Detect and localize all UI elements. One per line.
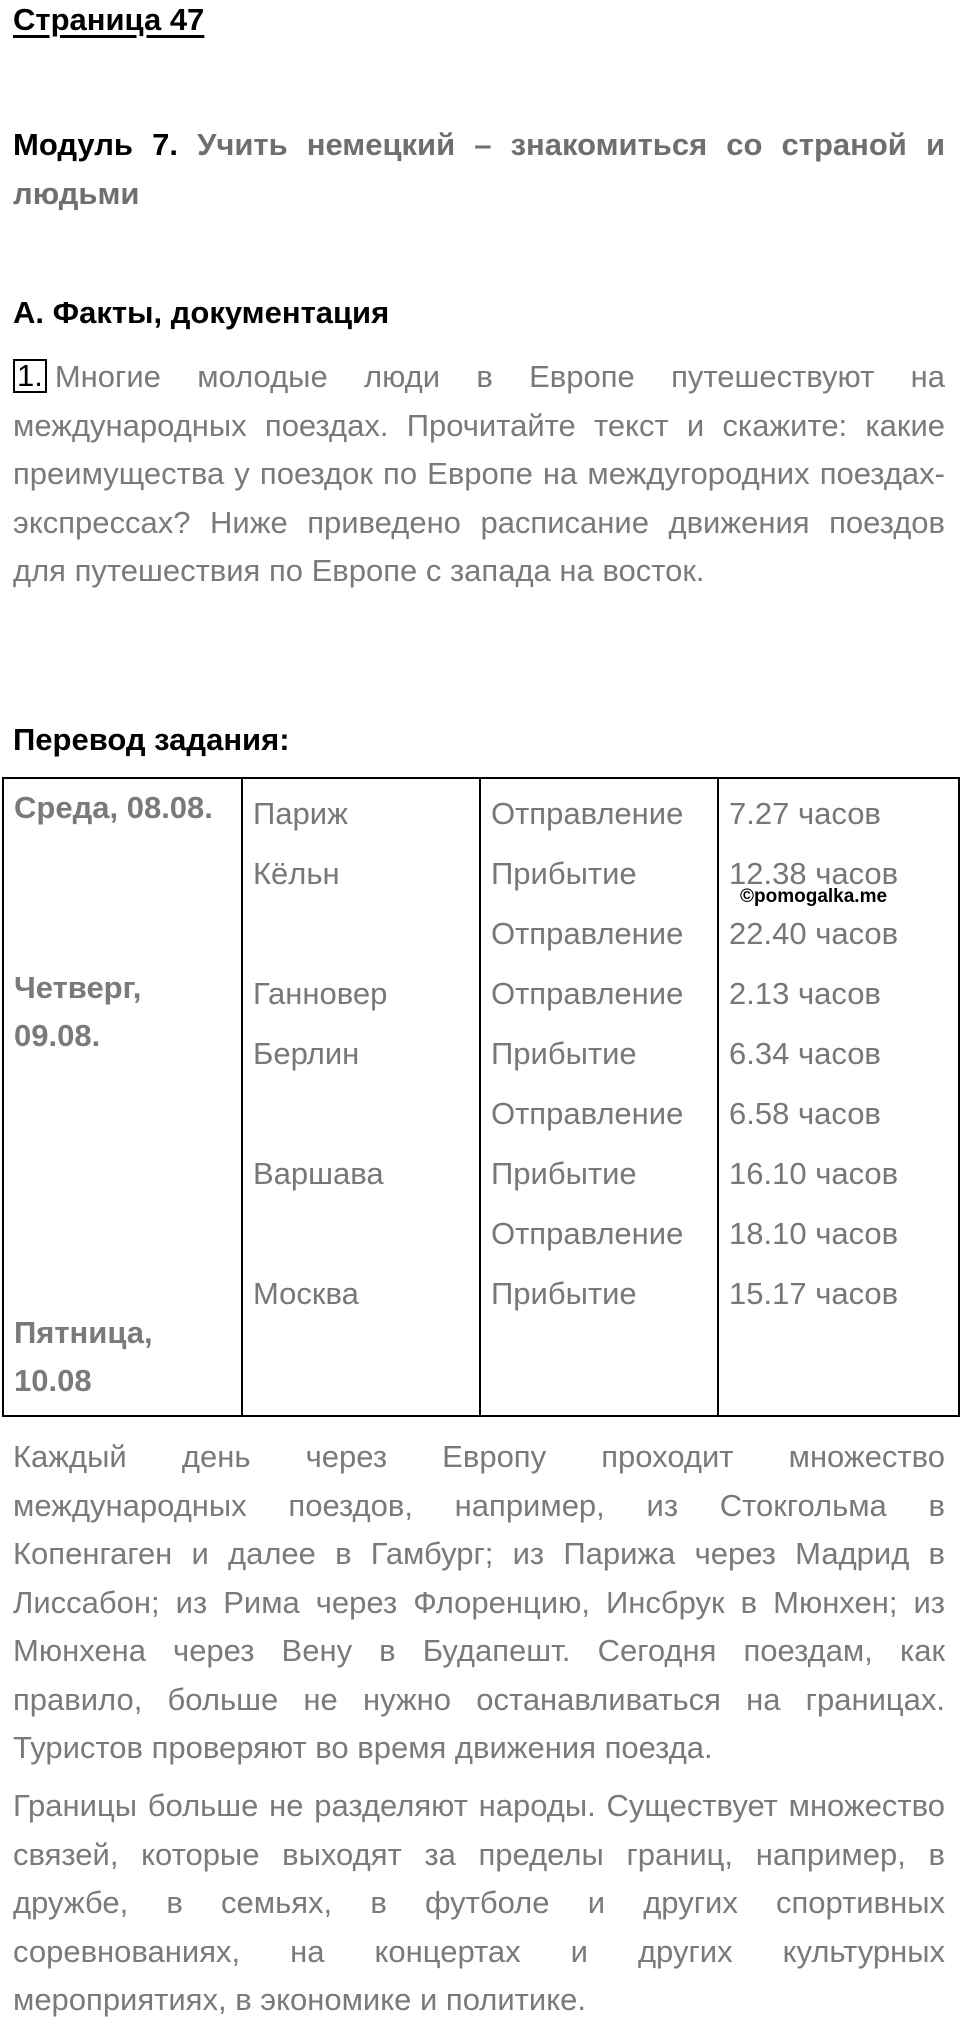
task-text xyxy=(13,353,945,596)
event-cell: Прибытие xyxy=(491,856,637,891)
event-cell: Отправление xyxy=(491,1216,684,1251)
time-cell: 22.40 часов xyxy=(729,916,899,951)
time-cell: 15.17 часов xyxy=(729,1276,899,1311)
event-cell: Отправление xyxy=(491,916,684,951)
translation-heading: Перевод задания: xyxy=(13,722,290,757)
section-heading: А. Факты, документация xyxy=(13,295,390,330)
watermark: ©pomogalka.me xyxy=(740,886,888,907)
city-cell: Варшава xyxy=(253,1156,384,1191)
page-title: Страница 47 xyxy=(13,2,205,37)
city-cell xyxy=(253,1084,479,1144)
times-column xyxy=(718,778,959,1416)
body-paragraph: Границы больше не разделяют народы. Существует множество связей, которые выходят за пределы границ, например, в дружбе, в семьях, в футболе и других спортивных соревнованиях, на концертах и других культурных мероприятиях, в экономике и политике. xyxy=(13,1788,945,2017)
city-cell: Берлин xyxy=(253,1036,360,1071)
module-title: Учить немецкий – знакомиться со страной и людьми xyxy=(13,127,945,211)
event-cell: Отправление xyxy=(491,796,684,831)
day-wednesday: Среда, 08.08. xyxy=(14,790,213,825)
time-cell: 16.10 часов xyxy=(729,1156,899,1191)
days-column xyxy=(3,778,242,1416)
time-cell: 2.13 часов xyxy=(729,976,881,1011)
day-thursday: Четверг, 09.08. xyxy=(14,970,142,1053)
body-paragraph: Каждый день через Европу проходит множество международных поездов, например, из Стокгольма в Копенгаген и далее в Гамбург; из Парижа через Мадрид в Лиссабон; из Рима через Флоренцию, Инсбрук в Мюнхен; из Мюнхена через Вену в Будапешт. Сегодня поездам, как правило, больше не нужно останавливаться на границах. Туристов проверяют во время движения поезда. xyxy=(13,1439,945,1765)
cities-column xyxy=(242,778,480,1416)
city-cell: Париж xyxy=(253,796,348,831)
event-cell: Прибытие xyxy=(491,1156,637,1191)
city-cell: Москва xyxy=(253,1276,359,1311)
train-schedule-table xyxy=(2,777,960,1417)
module-number: Модуль 7. xyxy=(13,127,178,162)
time-cell: 7.27 часов xyxy=(729,796,881,831)
day-friday: Пятница, 10.08 xyxy=(14,1315,153,1398)
event-cell: Прибытие xyxy=(491,1036,637,1071)
event-cell: Отправление xyxy=(491,1096,684,1131)
task-body: Многие молодые люди в Европе путешествуют на международных поездах. Прочитайте текст и скажите: какие преимущества у поездок по Европе на междугородних поездах-экспрессах? Ниже приведено расписание движения поездов для путешествия по Европе с запада на восток. xyxy=(13,359,945,588)
time-cell: 18.10 часов xyxy=(729,1216,899,1251)
city-cell xyxy=(253,904,479,964)
module-heading xyxy=(13,120,945,218)
time-cell: 12.38 часов xyxy=(729,856,899,891)
city-cell: Кёльн xyxy=(253,856,340,891)
event-cell: Прибытие xyxy=(491,1276,637,1311)
event-cell: Отправление xyxy=(491,976,684,1011)
events-column xyxy=(480,778,718,1416)
time-cell: 6.58 часов xyxy=(729,1096,881,1131)
table-row xyxy=(3,778,959,1416)
task-number: 1. xyxy=(13,359,47,393)
city-cell: Ганновер xyxy=(253,976,388,1011)
city-cell xyxy=(253,1204,479,1264)
time-cell: 6.34 часов xyxy=(729,1036,881,1071)
